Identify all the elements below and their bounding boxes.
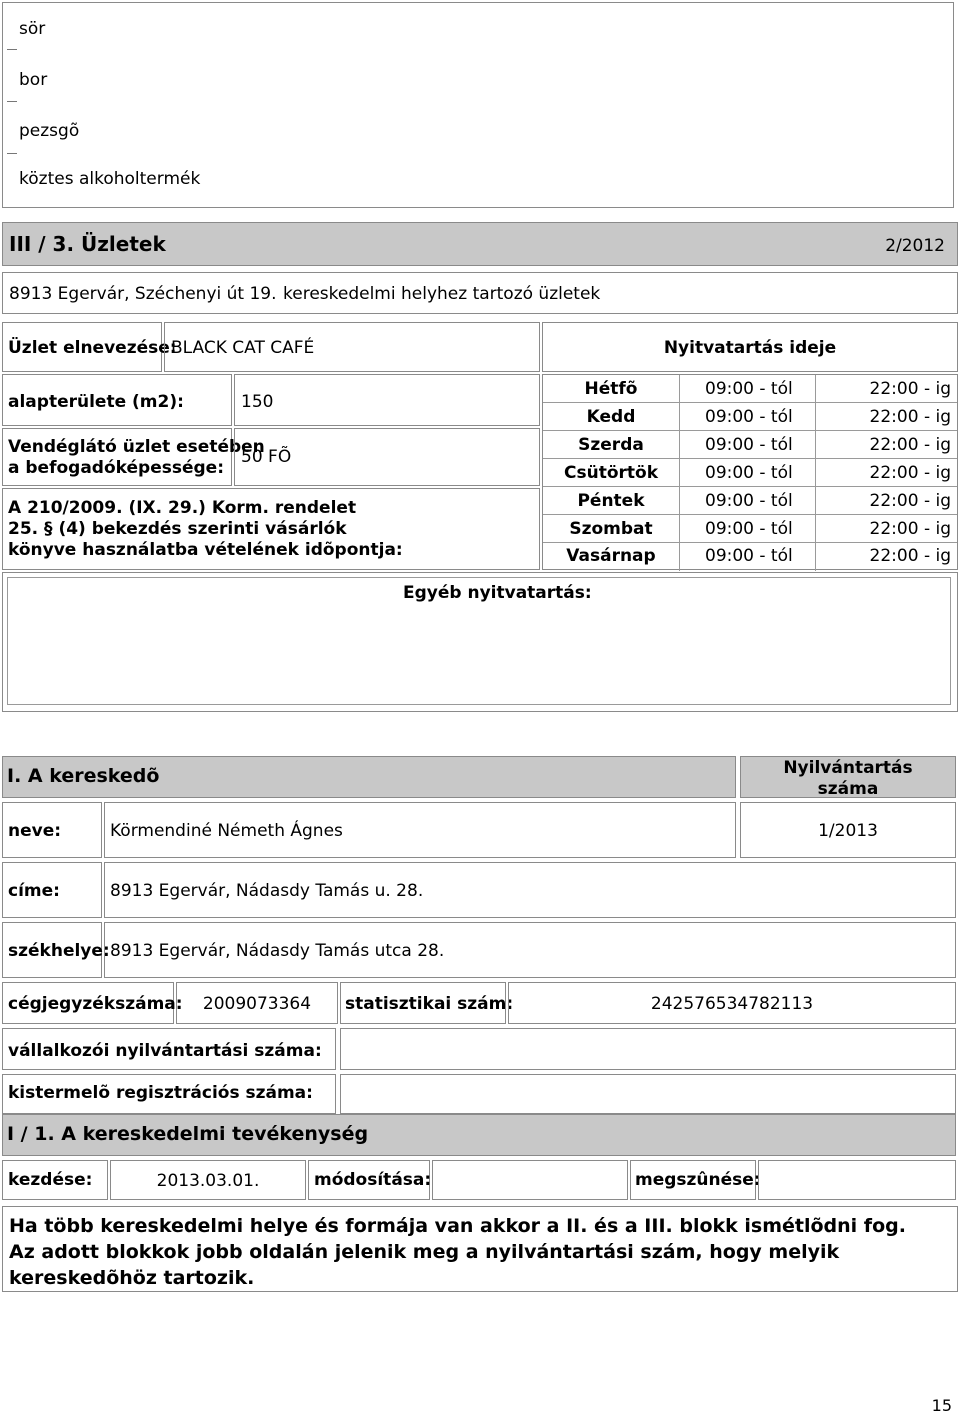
producer-label-cell <box>2 1074 336 1114</box>
reg-number-header <box>740 756 956 798</box>
trader-address-value-cell <box>104 862 956 918</box>
company-reg-value: 2009073364 <box>202 994 312 1014</box>
company-reg-value-cell <box>176 982 338 1024</box>
stat-value-cell <box>508 982 956 1024</box>
product-item: pezsgõ <box>19 121 80 141</box>
day-thursday: Csütörtök <box>564 463 658 483</box>
day-saturday-from: 09:00 - tól <box>705 519 793 539</box>
decree-line2: 25. § (4) bekezdés szerinti vásárlók <box>8 519 347 539</box>
activity-modified-label: módosítása: <box>314 1170 432 1190</box>
shop-name-value: BLACK CAT CAFÉ <box>171 338 315 358</box>
day-saturday: Szombat <box>569 519 653 539</box>
section-title: III / 3. Üzletek <box>9 232 166 256</box>
activity-end-value-cell <box>758 1160 956 1200</box>
other-hours-label: Egyéb nyitvatartás: <box>403 583 592 603</box>
stat-value: 242576534782113 <box>650 994 814 1014</box>
shop-name-value-cell <box>164 322 540 372</box>
shop-address-suffix: kereskedelmi helyhez tartozó üzletek <box>283 284 601 304</box>
trader-name-label: neve: <box>8 821 62 841</box>
note-box <box>2 1206 958 1292</box>
trader-address-label: címe: <box>8 881 60 901</box>
producer-label: kistermelõ regisztrációs száma: <box>8 1083 313 1103</box>
product-item: bor <box>19 70 48 90</box>
reg-number-label-line1: Nyilvántartás <box>783 758 913 778</box>
activity-end-label-cell <box>630 1160 761 1200</box>
reg-number-label-line2: száma <box>817 779 879 799</box>
decree-line3: könyve használatba vételének idõpontja: <box>8 540 403 560</box>
day-sunday: Vasárnap <box>566 546 656 566</box>
trader-address-label-cell <box>2 862 102 918</box>
trader-title: I. A kereskedõ <box>7 765 160 787</box>
day-tuesday-from: 09:00 - tól <box>705 407 793 427</box>
area-label-cell <box>2 374 232 426</box>
note-text: Ha több kereskedelmi helye és formája van akkor a II. és a III. blokk ismétlõdni fog. Az adott blokkok jobb oldalán jelenik meg a nyilvántartási szám, hogy melyik kereskedõhöz tartozik. <box>9 1215 906 1289</box>
area-value-cell <box>234 374 540 426</box>
reg-number-value: 1/2013 <box>818 821 878 841</box>
activity-start-value-cell <box>110 1160 306 1200</box>
other-hours-box <box>2 572 958 712</box>
trader-name-value-cell <box>104 802 736 858</box>
product-item: sör <box>19 19 46 39</box>
section-header <box>2 222 958 266</box>
activity-end-label: megszûnése: <box>635 1170 761 1190</box>
capacity-label-line2: a befogadóképessége: <box>8 458 224 478</box>
activity-start-label: kezdése: <box>8 1170 93 1190</box>
day-monday-from: 09:00 - tól <box>705 379 793 399</box>
trader-seat-value: 8913 Egervár, Nádasdy Tamás utca 28. <box>110 941 445 961</box>
stat-label-cell <box>340 982 514 1024</box>
entrepreneur-value-cell <box>340 1028 956 1070</box>
entrepreneur-label-cell <box>2 1028 336 1070</box>
area-label: alapterülete (m2): <box>8 392 184 412</box>
trader-name-label-cell <box>2 802 102 858</box>
day-friday-to: 22:00 - ig <box>869 491 951 511</box>
day-tuesday-to: 22:00 - ig <box>869 407 951 427</box>
day-monday: Hétfõ <box>584 379 638 399</box>
capacity-value-cell <box>234 428 540 486</box>
capacity-value: 50 FÕ <box>241 447 292 467</box>
shop-address: 8913 Egervár, Széchenyi út 19. <box>9 284 277 304</box>
product-item: köztes alkoholtermék <box>19 169 201 189</box>
trader-seat-value-cell <box>104 922 956 978</box>
shop-name-label-cell <box>2 322 177 372</box>
activity-header <box>2 1114 956 1156</box>
day-wednesday-from: 09:00 - tól <box>705 435 793 455</box>
trader-header <box>2 756 736 798</box>
capacity-label-line1: Vendéglátó üzlet esetében <box>8 437 265 457</box>
day-friday: Péntek <box>577 491 645 511</box>
company-reg-label: cégjegyzékszáma: <box>8 994 183 1014</box>
day-tuesday: Kedd <box>586 407 636 427</box>
day-sunday-to: 22:00 - ig <box>869 546 951 566</box>
entrepreneur-label: vállalkozói nyilvántartási száma: <box>8 1041 322 1061</box>
trader-address-value: 8913 Egervár, Nádasdy Tamás u. 28. <box>110 881 424 901</box>
company-reg-label-cell <box>2 982 183 1024</box>
hours-title: Nyitvatartás ideje <box>663 338 837 358</box>
day-monday-to: 22:00 - ig <box>869 379 951 399</box>
area-value: 150 <box>241 392 274 412</box>
decree-cell <box>2 488 540 570</box>
day-sunday-from: 09:00 - tól <box>705 546 793 566</box>
trader-seat-label: székhelye: <box>8 941 110 961</box>
activity-start-label-cell <box>2 1160 108 1200</box>
day-wednesday-to: 22:00 - ig <box>869 435 951 455</box>
day-saturday-to: 22:00 - ig <box>869 519 951 539</box>
capacity-label-cell <box>2 428 265 486</box>
trader-name-value: Körmendiné Németh Ágnes <box>110 821 343 841</box>
stat-label: statisztikai szám: <box>345 994 514 1014</box>
reg-number-value-cell <box>740 802 956 858</box>
day-friday-from: 09:00 - tól <box>705 491 793 511</box>
page-number: 15 <box>931 1396 952 1415</box>
day-thursday-from: 09:00 - tól <box>705 463 793 483</box>
section-number: 2/2012 <box>885 236 945 256</box>
activity-modified-value-cell <box>432 1160 628 1200</box>
decree-line1: A 210/2009. (IX. 29.) Korm. rendelet <box>8 498 357 518</box>
activity-modified-label-cell <box>308 1160 430 1200</box>
products-box <box>2 2 954 208</box>
hours-title-cell <box>542 322 958 372</box>
hours-table <box>542 374 958 570</box>
producer-value-cell <box>340 1074 956 1114</box>
activity-start-value: 2013.03.01. <box>156 1171 260 1191</box>
shop-name-label: Üzlet elnevezése: <box>8 338 177 358</box>
address-row <box>2 272 958 314</box>
day-wednesday: Szerda <box>578 435 644 455</box>
trader-seat-label-cell <box>2 922 110 978</box>
activity-title: I / 1. A kereskedelmi tevékenység <box>7 1123 369 1145</box>
day-thursday-to: 22:00 - ig <box>869 463 951 483</box>
